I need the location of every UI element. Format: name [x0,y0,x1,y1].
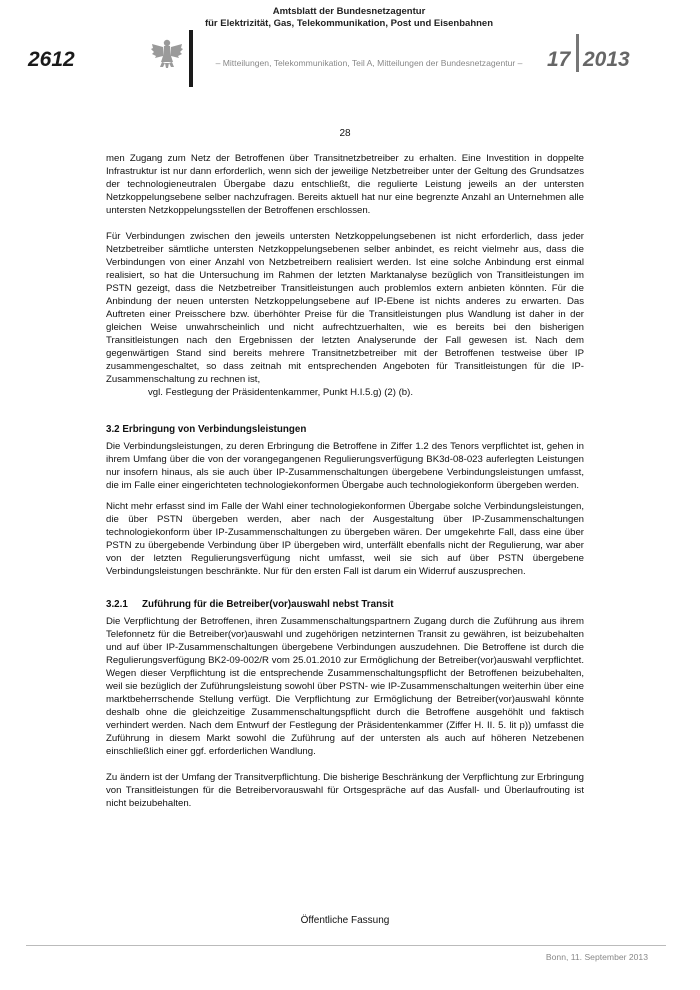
header-divider-left [189,30,193,87]
document-page-number: 28 [339,128,351,139]
gazette-page-number: 2612 [28,48,75,71]
section-heading-3-2: 3.2 Erbringung von Verbindungsleistungen [106,424,307,435]
body-paragraph: Die Verbindungsleistungen, zu deren Erbringung die Betroffene in Ziffer 1.2 des Tenors verpflichtet ist, gehen in ihrem Umfang über die von der vorangegangenen Regulierungsverfügung BK3d-08-023 auferlegten Leistungen nur insofern hinaus, als sie auch über IP-Zusammenschaltungen übergebene Verbindungsleistungen umfasst, die im Falle einer eingerichteten technologiekonformen Übergabe auch technologiekonform übergeben werden. [106,441,584,491]
public-version-label: Öffentliche Fassung [300,915,390,926]
body-paragraph: men Zugang zum Netz der Betroffenen über Transitnetzbetreiber zu erhalten. Eine Investition in doppelte Infrastruktur ist nur dann erforderlich, wenn sich der jeweilige Netzbetreiber unter der Geltung des Grundsatzes der technologieneutralen Übergabe dazu entschließt, die regulierte Leistung jeweils an der untersten Netzkoppelungsebene selber nachzufragen. Bereits aktuell hat nur eine begrenzte Anzahl an Unternehmen alle untersten Netzkoppelungsstellen der Betroffenen erschlossen. [106,153,584,216]
footer-divider [26,945,666,946]
body-paragraph: Zu ändern ist der Umfang der Transitverpflichtung. Die bisherige Beschränkung der Verpflichtung zur Erbringung von Transitleistungen für die Betreibervorauswahl für Ortsgespräche auf das Ausfall- und Überlaufrouting ist nicht beizubehalten. [106,772,584,809]
body-paragraph: Für Verbindungen zwischen den jeweils untersten Netzkoppelungsebenen ist nicht erforderlich, dass jeder Netzbetreiber sämtliche untersten Netzkoppelungsebenen selber anbindet, es reicht vielmehr aus, dass die Verbindungen von einer Anzahl von Netzbetreibern realisiert werden. Ist eine solche Anbindung erst einmal realisiert, so hat die Untersuchung im Rahmen der letzten Marktanalyse bezüglich von Transitleistungen im PSTN gezeigt, dass die Netzbetreiber Transitleistungen auch problemlos extern anbieten könnten. Für die Anbindung der neuen untersten Netzkoppelungsebene auf IP-Ebene ist nichts anderes zu erwarten. Das Auftreten einer Preisschere bzw. überhöhter Preise für die Transitleistungen plus Wandlung ist daher in der gleichen Weise unwahrscheinlich und nicht aufrechtzuerhalten, wie es bereits bei den bisherigen Transitleistungen nach den Ergebnissen der letzten Analyserunde der Fall gewesen ist. Nach dem gegenwärtigen Stand sind bereits mehrere Transitnetzbetreiber mit der Betroffenen testweise über IP zusammengeschaltet, so dass zeitnah mit entsprechenden Angeboten für Transitleistungen für die IP-Zusammenschaltung zu rechnen ist, [106,231,584,385]
issue-number: 17 [547,48,571,71]
body-paragraph: Die Verpflichtung der Betroffenen, ihren Zusammenschaltungspartnern Zugang durch die Zuführung aus ihrem Telefonnetz für die Betreiber(vor)auswahl und zugehörigen netzinternen Transit zu gewähren, ist beizubehalten und auf über IP-Zusammenschaltungen übergebene Verbindungen auszudehnen. Die Betroffene ist durch die Regulierungsverfügung BK2-09-002/R vom 25.01.2010 zur Ermöglichung der Betreiber(vor)auswahl verpflichtet. Wegen dieser Verpflichtung ist die entsprechende Zusammenschaltungspflicht der Betroffenen beizubehalten, weil sie bezüglich der Zuführungsleistung sowohl über PSTN- wie IP-Zusammenschaltungen weiterhin über eine marktbeherrschende Stellung verfügt. Die Verpflichtung zur Ermöglichung der Betreiber(vor)auswahl könnte deshalb ohne die gleichzeitige Zusammenschaltungspflicht durch die Betroffene ausgehöhlt und faktisch verhindert werden. Nach dem Entwurf der Festlegung der Präsidentenkammer (Ziffer H. II. 5. lit p)) umfasst die Zuführung in diesem Markt sowohl die Zuführung auf der untersten als auch auf höheren Netzebenen einschließlich einer ggf. erforderlichen Wandlung. [106,616,584,757]
document-body [106,152,584,823]
gazette-title-line1: Amtsblatt der Bundesnetzagentur [272,6,426,17]
reference-line: vgl. Festlegung der Präsidentenkammer, Punkt H.I.5.g) (2) (b). [148,387,414,398]
issue-year: 2013 [583,48,630,71]
gazette-title [196,6,502,30]
header-divider-right [576,34,579,72]
footer-date: Bonn, 11. September 2013 [545,952,648,962]
section-heading-3-2-1 [106,598,584,611]
section-number: 3.2.1 [106,599,128,610]
body-paragraph: Nicht mehr erfasst sind im Falle der Wahl einer technologiekonformen Übergabe solche Verbindungsleistungen, die über PSTN übergeben werden, aber nach der Ausgestaltung über IP-Zusammenschaltungen technologiekonform über IP-Zusammenschaltungen zu übergeben wären. Der umgekehrte Fall, dass eine über PSTN zu übergebende Verbindung über IP übergeben wird, unterfällt ebenfalls nicht der Regulierung, war aber von der letzten Regulierungsverfügung nicht umfasst, weil sie sich auf über PSTN übergebene Verbindungsleistungen beschränkte. Nur für den ersten Fall ist darum ein Widerruf auszusprechen. [106,501,584,577]
federal-eagle-icon [150,36,184,70]
section-title: Zuführung für die Betreiber(vor)auswahl nebst Transit [142,599,394,610]
gazette-title-line2: für Elektrizität, Gas, Telekommunikation, Post und Eisenbahnen [204,18,494,29]
gazette-subtitle: – Mitteilungen, Telekommunikation, Teil A, Mitteilungen der Bundesnetzagentur – [215,58,523,68]
